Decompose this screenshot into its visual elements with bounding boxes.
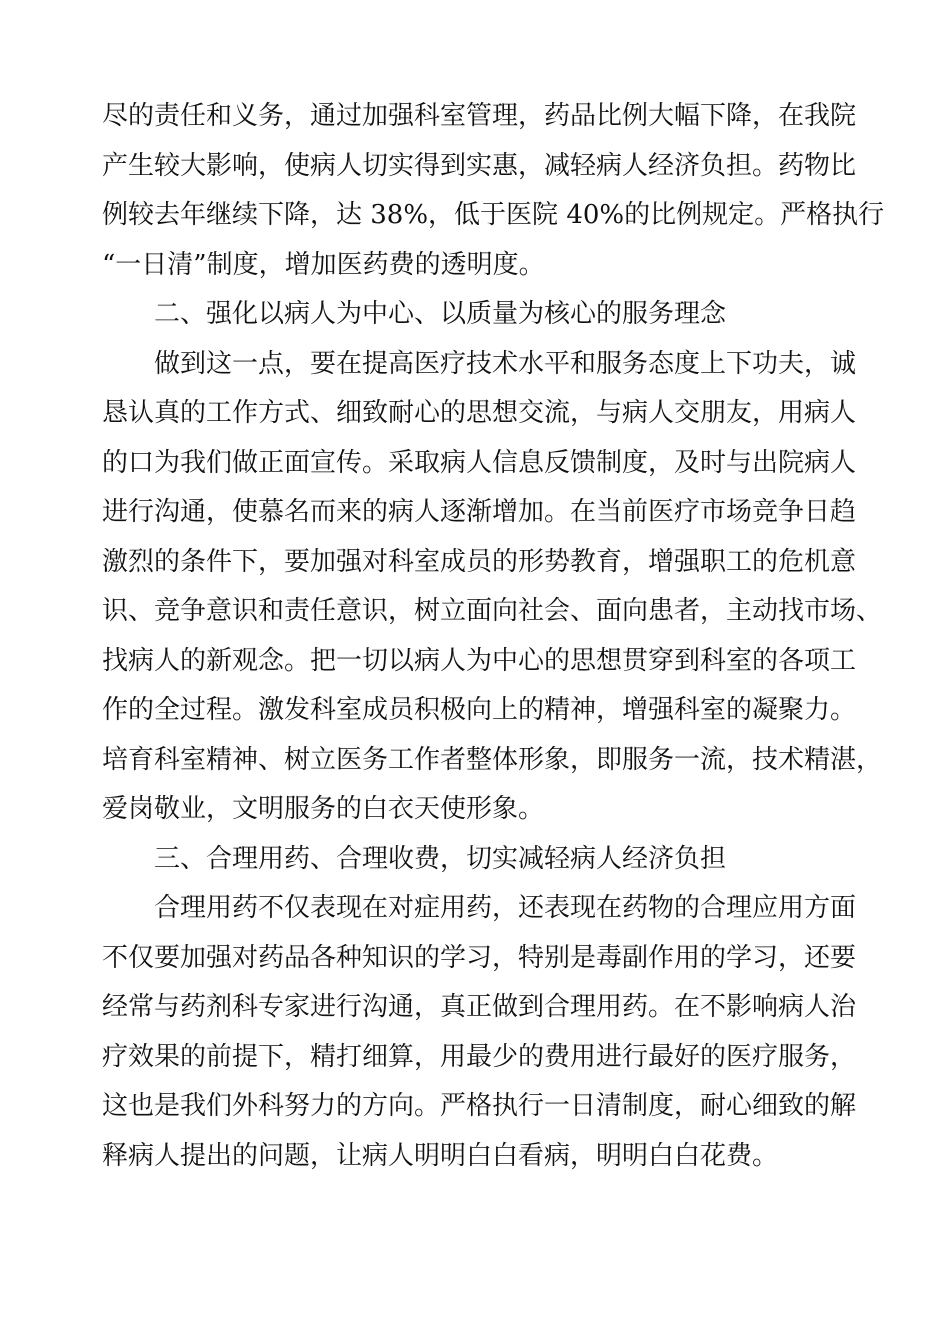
text-line: 进行沟通，使慕名而来的病人逐渐增加。在当前医疗市场竞争日趋 <box>102 497 857 527</box>
section-heading: 二、强化以病人为中心、以质量为核心的服务理念 <box>154 299 727 329</box>
text-line: 这也是我们外科努力的方向。严格执行一日清制度，耐心细致的解 <box>102 1091 857 1121</box>
text-line: 释病人提出的问题，让病人明明白白看病，明明白白花费。 <box>102 1140 779 1171</box>
section-heading: 三、合理用药、合理收费，切实减轻病人经济负担 <box>154 843 727 874</box>
text-line: 找病人的新观念。把一切以病人为中心的思想贯穿到科室的各项工 <box>102 645 857 676</box>
text-line: 尽的责任和义务，通过加强科室管理，药品比例大幅下降，在我院 <box>102 101 857 131</box>
text-line: 作的全过程。激发科室成员积极向上的精神，增强科室的凝聚力。 <box>102 695 857 725</box>
text-line: 产生较大影响，使病人切实得到实惠，减轻病人经济负担。药物比 <box>102 150 857 181</box>
text-line: 经常与药剂科专家进行沟通，真正做到合理用药。在不影响病人治 <box>102 992 857 1022</box>
text-line: 激烈的条件下，要加强对科室成员的形势教育，增强职工的危机意 <box>102 546 857 577</box>
document-page <box>102 92 885 1181</box>
text-line: 疗效果的前提下，精打细算，用最少的费用进行最好的医疗服务， <box>102 1041 857 1072</box>
text-line: 做到这一点，要在提高医疗技术水平和服务态度上下功夫，诚 <box>154 348 857 379</box>
text-line: 合理用药不仅表现在对症用药，还表现在药物的合理应用方面 <box>154 893 857 923</box>
text-line: “一日清”制度，增加医药费的透明度。 <box>102 249 545 280</box>
text-line: 恳认真的工作方式、细致耐心的思想交流，与病人交朋友，用病人 <box>102 398 857 428</box>
text-line: 识、竞争意识和责任意识，树立面向社会、面向患者，主动找市场、 <box>102 596 883 626</box>
text-line: 例较去年继续下降，达 38%，低于医院 40%的比例规定。严格执行 <box>102 200 885 230</box>
text-line: 爱岗敬业，文明服务的白衣天使形象。 <box>102 794 545 824</box>
text-line: 的口为我们做正面宣传。采取病人信息反馈制度，及时与出院病人 <box>102 447 857 478</box>
text-line: 培育科室精神、树立医务工作者整体形象，即服务一流，技术精湛， <box>102 744 883 775</box>
text-line: 不仅要加强对药品各种知识的学习，特别是毒副作用的学习，还要 <box>102 942 857 973</box>
